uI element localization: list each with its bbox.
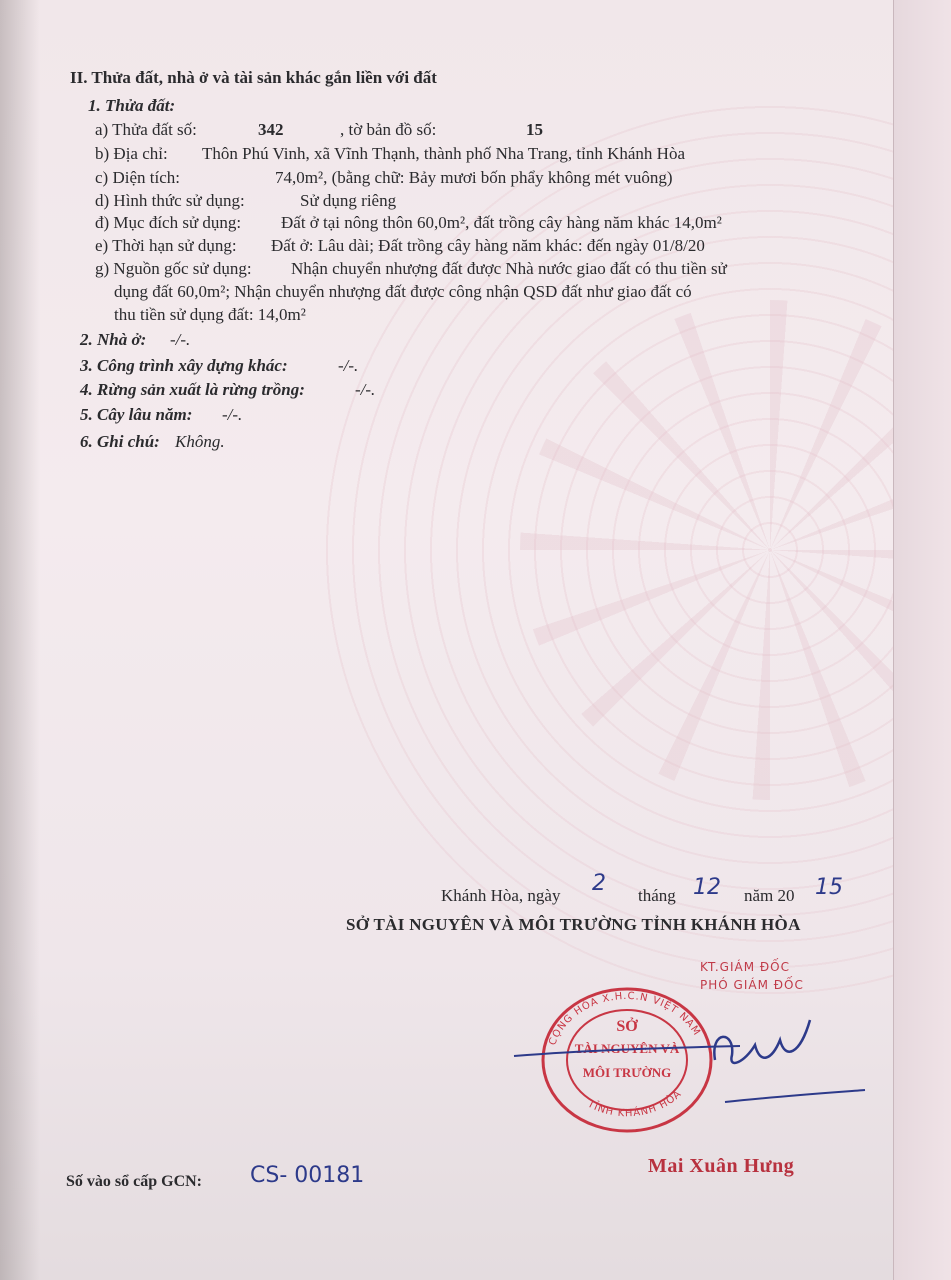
year-label: năm 20: [744, 886, 795, 905]
map-label: , tờ bản đồ số:: [340, 120, 437, 139]
term-value: Đất ở: Lâu dài; Đất trồng cây hàng năm khác: đến ngày 01/8/20: [271, 236, 705, 255]
date-month: 12: [693, 875, 721, 900]
stamp-ring-bottom: TỈNH KHÁNH HÒA: [585, 1088, 685, 1120]
purpose-label: đ) Mục đích sử dụng:: [95, 213, 242, 232]
construction-value: -/-.: [338, 356, 359, 375]
date-day: 2: [592, 871, 606, 896]
area-label: c) Diện tích:: [95, 168, 180, 187]
usage-form-label: d) Hình thức sử dụng:: [95, 191, 245, 210]
origin-label: g) Nguồn gốc sử dụng:: [95, 259, 252, 278]
forest-value: -/-.: [355, 380, 376, 399]
origin-line-3: thu tiền sử dụng đất: 14,0m²: [114, 305, 306, 324]
page-shadow: [0, 0, 40, 1280]
usage-form-value: Sử dụng riêng: [300, 191, 397, 210]
origin-line-2: dụng đất 60,0m²; Nhận chuyển nhượng đất được công nhận QSD đất như giao đất có: [114, 282, 692, 301]
month-label: tháng: [638, 886, 676, 905]
house-label: 2. Nhà ở:: [80, 330, 147, 349]
stamp-ring-text: CỘNG HÒA X.H.C.N VIỆT NAM: [547, 990, 703, 1047]
register-label: Số vào sổ cấp GCN:: [66, 1173, 203, 1190]
facing-page-edge: [893, 0, 951, 1280]
issuing-authority: SỞ TÀI NGUYÊN VÀ MÔI TRƯỜNG TỈNH KHÁNH HÒA: [346, 915, 801, 934]
date-prefix: Khánh Hòa, ngày: [441, 886, 561, 905]
origin-line-1: Nhận chuyển nhượng đất được Nhà nước giao đất có thu tiền sử: [291, 259, 727, 278]
term-label: e) Thời hạn sử dụng:: [95, 236, 237, 255]
handwritten-signature: [510, 1000, 870, 1110]
perennial-value: -/-.: [222, 405, 243, 424]
stamp-line-3: MÔI TRƯỜNG: [582, 1065, 672, 1080]
note-value: Không.: [175, 432, 225, 451]
forest-label: 4. Rừng sản xuất là rừng trồng:: [80, 380, 305, 399]
signer-title-2: PHÓ GIÁM ĐỐC: [700, 978, 804, 992]
construction-label: 3. Công trình xây dựng khác:: [80, 356, 288, 375]
parcel-number: 342: [258, 120, 284, 139]
signer-title-1: KT.GIÁM ĐỐC: [700, 960, 790, 974]
stamp-line-1: SỞ: [616, 1018, 638, 1035]
date-year: 15: [815, 875, 843, 900]
parcel-label: a) Thửa đất số:: [95, 120, 197, 139]
address-value: Thôn Phú Vinh, xã Vĩnh Thạnh, thành phố Nha Trang, tỉnh Khánh Hòa: [202, 144, 685, 163]
note-label: 6. Ghi chú:: [80, 432, 160, 451]
stamp-line-2: TÀI NGUYÊN VÀ: [574, 1041, 680, 1056]
house-value: -/-.: [170, 330, 191, 349]
purpose-value: Đất ở tại nông thôn 60,0m², đất trồng cây hàng năm khác 14,0m²: [281, 213, 722, 232]
address-label: b) Địa chỉ:: [95, 144, 168, 163]
register-number: CS- 00181: [250, 1163, 365, 1188]
area-value: 74,0m², (bằng chữ: Bảy mươi bốn phẩy không mét vuông): [275, 168, 673, 187]
land-heading: 1. Thửa đất:: [88, 96, 176, 115]
signer-name: Mai Xuân Hưng: [648, 1155, 795, 1177]
section-title: II. Thửa đất, nhà ở và tài sản khác gắn liền với đất: [70, 68, 437, 87]
perennial-label: 5. Cây lâu năm:: [80, 405, 193, 424]
map-number: 15: [526, 120, 543, 139]
